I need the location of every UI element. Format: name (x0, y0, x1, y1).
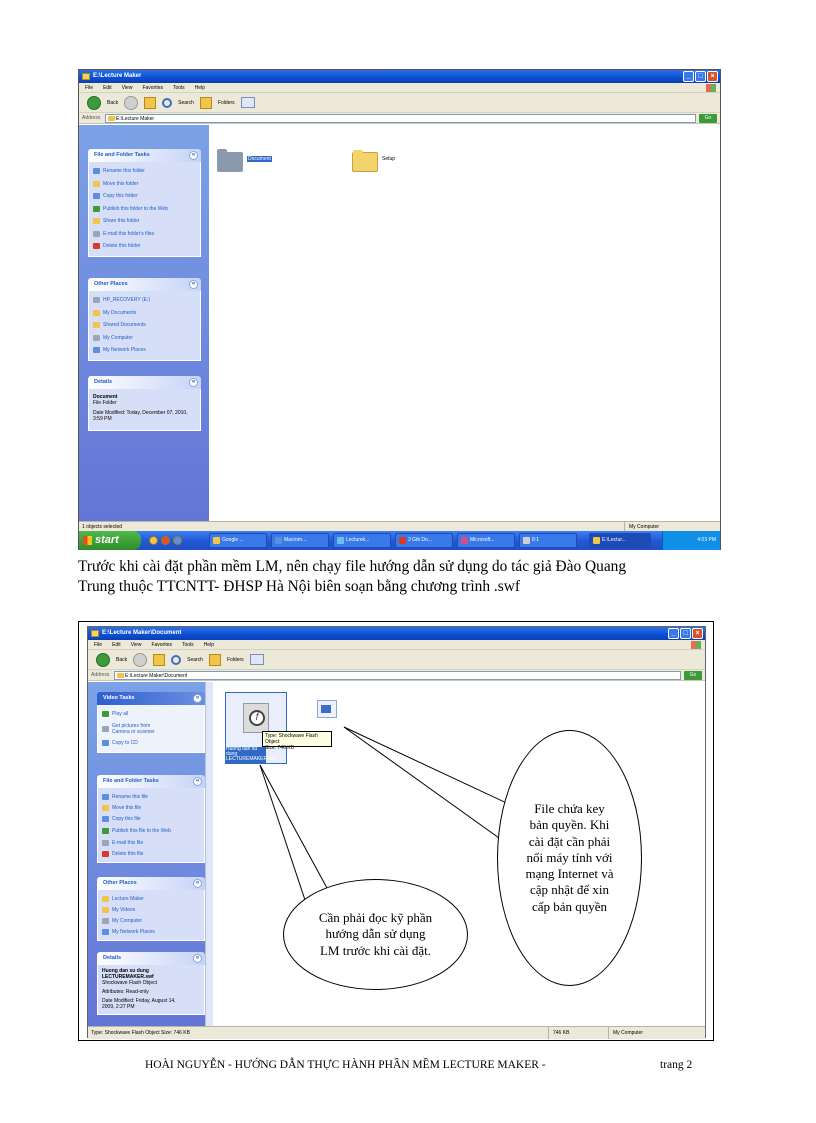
close-button[interactable]: × (707, 71, 718, 82)
email-icon (102, 840, 109, 846)
folder-icon (82, 73, 90, 80)
place-my-computer[interactable]: My Computer (93, 332, 196, 345)
go-button[interactable]: Go (684, 671, 702, 680)
menu-favorites[interactable]: Favorites (142, 85, 163, 91)
sidebar-scrollbar[interactable] (205, 682, 213, 1026)
clock: 4:03 PM (697, 537, 716, 543)
task-email-file[interactable]: E-mail this file (102, 837, 200, 848)
back-button[interactable]: Back (107, 99, 119, 106)
forward-arrow-icon[interactable] (133, 653, 147, 667)
folders-button[interactable]: Folders (226, 656, 244, 663)
taskbar-item[interactable]: 3 Gtk Do... (395, 533, 453, 548)
share-icon (93, 218, 100, 224)
menu-view[interactable]: View (130, 642, 142, 648)
folders-icon[interactable] (200, 97, 212, 109)
folders-icon[interactable] (209, 654, 221, 666)
collapse-chevron-icon[interactable]: « (193, 954, 202, 963)
place-network[interactable]: My Network Places (102, 926, 200, 937)
menu-bar (88, 640, 705, 650)
window-controls (683, 71, 718, 82)
task-publish-file[interactable]: Publish this file to the Web (102, 824, 200, 837)
taskbar-item[interactable]: Macrom... (271, 533, 329, 548)
address-label: Address (82, 115, 101, 121)
status-location: My Computer (624, 522, 659, 532)
task-get-pictures[interactable]: Get pictures from Camera or scanner (102, 721, 200, 737)
task-move-file[interactable]: Move this file (102, 802, 200, 813)
taskbar-item[interactable]: Microsoft... (457, 533, 515, 548)
search-icon[interactable] (162, 98, 172, 108)
address-label: Address (91, 672, 110, 678)
collapse-chevron-icon[interactable]: « (189, 151, 198, 160)
minimize-button[interactable]: _ (683, 71, 694, 82)
status-bar (88, 1026, 705, 1039)
tooltip-size: Size: 746 KB (265, 745, 294, 751)
up-folder-icon[interactable] (153, 654, 165, 666)
taskbar-item[interactable]: 8:1 (519, 533, 577, 548)
address-bar (79, 113, 720, 124)
views-icon[interactable] (241, 97, 255, 108)
forward-arrow-icon[interactable] (124, 96, 138, 110)
system-tray (662, 531, 720, 550)
start-button[interactable]: start (79, 531, 141, 550)
folder-icon (108, 116, 115, 121)
place-network[interactable]: My Network Places (93, 344, 196, 357)
search-icon[interactable] (171, 655, 181, 665)
panel-header[interactable]: Other Places « (88, 278, 201, 291)
search-button[interactable]: Search (178, 99, 194, 106)
details-type: File Folder (93, 400, 117, 406)
flash-icon: f (249, 710, 265, 726)
details-panel (97, 952, 205, 1015)
taskbar-item-active[interactable]: E:\Lectur... (589, 533, 651, 548)
details-type: Shockwave Flash Object (102, 980, 158, 986)
panel-header[interactable]: Details « (97, 952, 205, 965)
minimize-button[interactable]: _ (668, 628, 679, 639)
address-path: E:\Lecture Maker (116, 116, 155, 122)
task-copy-to-cd[interactable]: Copy to CD (102, 737, 200, 750)
page-number: trang 2 (660, 1059, 693, 1071)
file-label-swf[interactable]: Huong dan su dung LECTUREMAKER.swf (226, 746, 277, 762)
panel-header[interactable]: File and Folder Tasks « (97, 775, 205, 788)
status-selected: 1 objects selected (82, 524, 123, 530)
place-lecture-maker[interactable]: Lecture Maker (102, 893, 200, 904)
details-name: Huong dan su dung LECTUREMAKER.swf (102, 968, 154, 980)
rename-icon (93, 168, 100, 174)
drive-icon (93, 297, 100, 303)
panel-header[interactable]: Video Tasks « (97, 692, 205, 705)
file-folder-tasks-panel (97, 775, 205, 863)
back-button[interactable]: Back (116, 656, 128, 663)
play-icon (102, 711, 109, 717)
address-path: E:\Lecture Maker\Document (125, 673, 188, 679)
panel-header[interactable]: File and Folder Tasks « (88, 149, 201, 162)
delete-icon (93, 243, 100, 249)
task-copy-file[interactable]: Copy this file (102, 813, 200, 824)
folder-icon (93, 322, 100, 328)
explorer-screenshot-1 (78, 69, 721, 550)
folder-icon (91, 630, 99, 637)
menu-help[interactable]: Help (203, 642, 214, 648)
task-play-all[interactable]: Play all (102, 708, 200, 721)
place-my-documents[interactable]: My Documents (93, 307, 196, 320)
place-shared-documents[interactable]: Shared Documents (93, 319, 196, 332)
details-name: Document (93, 394, 118, 400)
rename-icon (102, 794, 109, 800)
folder-icon (93, 310, 100, 316)
file-tooltip (262, 731, 332, 751)
copy-icon (102, 816, 109, 822)
key-file-item[interactable] (313, 698, 341, 722)
address-input[interactable] (114, 671, 681, 680)
swf-file-item[interactable] (225, 692, 287, 764)
folders-button[interactable]: Folders (217, 99, 235, 106)
email-icon (93, 231, 100, 237)
status-size: 746 KB (548, 1027, 569, 1039)
menu-edit[interactable]: Edit (103, 85, 112, 91)
collapse-chevron-icon[interactable]: « (193, 777, 202, 786)
status-type: Type: Shockwave Flash Object Size: 746 KB (91, 1030, 190, 1036)
task-delete-folder[interactable]: Delete this folder (93, 240, 196, 253)
menu-tools[interactable]: Tools (173, 85, 185, 91)
move-icon (102, 805, 109, 811)
menu-view[interactable]: View (121, 85, 133, 91)
file-label-setup[interactable]: Setup (382, 156, 396, 162)
quicklaunch-icon[interactable] (149, 536, 158, 545)
publish-icon (102, 828, 109, 834)
task-copy-folder[interactable]: Copy this folder (93, 190, 196, 203)
back-arrow-icon[interactable] (96, 653, 110, 667)
panel-header[interactable]: Details « (88, 376, 201, 389)
publish-icon (93, 206, 100, 212)
details-attributes: Attributes: Read-only (102, 989, 149, 995)
task-sidebar (88, 682, 213, 1026)
task-rename-folder[interactable]: Rename this folder (93, 165, 196, 178)
video-tasks-panel (97, 692, 205, 753)
windows-logo-icon (691, 641, 701, 649)
folder-icon (102, 907, 109, 913)
close-button[interactable]: × (692, 628, 703, 639)
folder-item-document[interactable] (217, 152, 243, 172)
taskbar-item[interactable]: Lecturek... (333, 533, 391, 548)
menu-help[interactable]: Help (194, 85, 205, 91)
menu-tools[interactable]: Tools (182, 642, 194, 648)
folder-icon (117, 673, 124, 678)
swf-file-icon (243, 703, 269, 733)
address-bar (88, 670, 705, 681)
taskbar-item[interactable]: Google ... (209, 533, 267, 548)
toolbar (88, 650, 705, 670)
computer-icon (93, 335, 100, 341)
menu-file[interactable]: File (85, 85, 94, 91)
other-places-panel (97, 877, 205, 941)
callout-key-file: File chứa key bản quyền. Khi cài đặt cần phải nối máy tính với mạng Internet và cập nhật để xin cấp bản quyền (497, 730, 642, 986)
folder-item-setup[interactable] (352, 152, 378, 172)
windows-logo-icon (706, 84, 716, 92)
callout-read-guide: Cần phải đọc kỹ phần hướng dẫn sử dụng LM trước khi cài đặt. (283, 879, 468, 990)
place-my-computer[interactable]: My Computer (102, 915, 200, 926)
task-email-folder[interactable]: E-mail this folder's files (93, 228, 196, 241)
window-title: E:\Lecture Maker\Document (102, 630, 182, 636)
quicklaunch-icon[interactable] (173, 536, 182, 545)
tooltip-type: Type: Shockwave Flash Object (265, 733, 318, 745)
key-file-icon (317, 700, 337, 718)
move-icon (93, 181, 100, 187)
task-move-folder[interactable]: Move this folder (93, 178, 196, 191)
maximize-button[interactable]: □ (695, 71, 706, 82)
caption-line-1: Trước khi cài đặt phần mềm LM, nên chạy file hướng dẫn sử dụng do tác giả Đào Quang (78, 558, 627, 575)
task-rename-file[interactable]: Rename this file (102, 791, 200, 802)
address-input[interactable] (105, 114, 696, 123)
network-icon (102, 929, 109, 935)
menu-bar (79, 83, 720, 93)
cd-icon (102, 740, 109, 746)
network-icon (93, 347, 100, 353)
caption-line-2: Trung thuộc TTCNTT- ĐHSP Hà Nội biên soạn bằng chương trình .swf (78, 578, 520, 595)
computer-icon (102, 918, 109, 924)
back-arrow-icon[interactable] (87, 96, 101, 110)
camera-icon (102, 726, 109, 732)
details-panel (88, 376, 201, 431)
collapse-chevron-icon[interactable]: « (193, 879, 202, 888)
go-button[interactable]: Go (699, 114, 717, 123)
windows-flag-icon (83, 536, 92, 545)
menu-edit[interactable]: Edit (112, 642, 121, 648)
title-bar (79, 70, 720, 83)
maximize-button[interactable]: □ (680, 628, 691, 639)
collapse-chevron-icon[interactable]: « (189, 378, 198, 387)
collapse-chevron-icon[interactable]: « (189, 280, 198, 289)
window-title: E:\Lecture Maker (93, 73, 142, 79)
taskbar (79, 531, 720, 550)
collapse-chevron-icon[interactable]: « (193, 694, 202, 703)
details-modified: Date Modified: Today, December 07, 2010, 3:59 PM (93, 410, 188, 422)
file-folder-tasks-panel (88, 149, 201, 257)
place-recovery-drive[interactable]: HP_RECOVERY (E:) (93, 294, 196, 307)
status-location: My Computer (608, 1027, 643, 1039)
menu-favorites[interactable]: Favorites (151, 642, 172, 648)
file-label-document[interactable]: Document (248, 156, 271, 162)
menu-file[interactable]: File (94, 642, 103, 648)
window-controls (668, 628, 703, 639)
copy-icon (93, 193, 100, 199)
status-bar (79, 521, 720, 531)
delete-icon (102, 851, 109, 857)
place-my-videos[interactable]: My Videos (102, 904, 200, 915)
quicklaunch-icon[interactable] (161, 536, 170, 545)
views-icon[interactable] (250, 654, 264, 665)
page-footer: HOÀI NGUYỄN - HƯỚNG DẪN THỰC HÀNH PHẦN MỀM LECTURE MAKER - (145, 1059, 546, 1071)
task-delete-file[interactable]: Delete this file (102, 848, 200, 859)
task-publish-folder[interactable]: Publish this folder to the Web (93, 203, 196, 216)
other-places-panel (88, 278, 201, 361)
search-button[interactable]: Search (187, 656, 203, 663)
title-bar (88, 627, 705, 640)
up-folder-icon[interactable] (144, 97, 156, 109)
toolbar (79, 93, 720, 113)
folder-icon (102, 896, 109, 902)
file-view (209, 125, 720, 521)
task-sidebar (79, 125, 209, 521)
task-share-folder[interactable]: Share this folder (93, 215, 196, 228)
details-modified: Date Modified: Friday, August 14, 2009, 2:27 PM (102, 998, 176, 1010)
panel-header[interactable]: Other Places « (97, 877, 205, 890)
